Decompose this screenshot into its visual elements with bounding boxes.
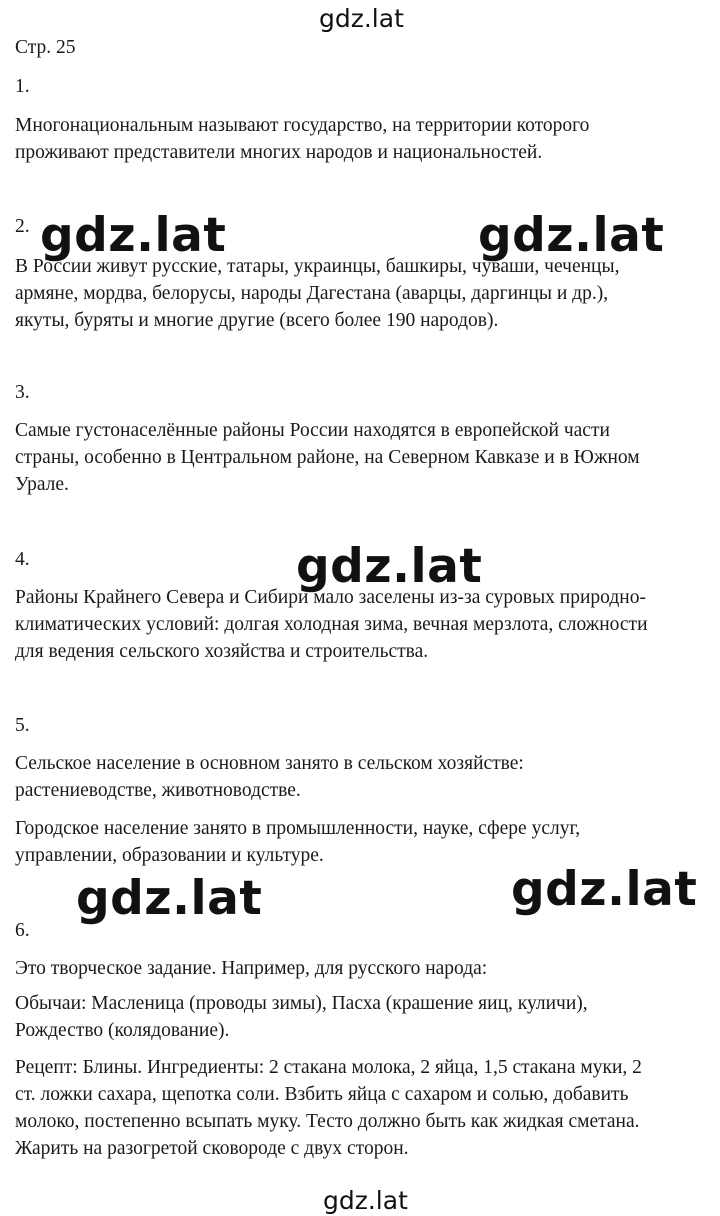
watermark-top: gdz.lat (319, 4, 404, 33)
task-1-paragraph-1: Многонациональным называют государство, на территории которого проживают представители многих народов и национальностей. (15, 115, 590, 163)
task-number-5: 5. (15, 715, 30, 736)
task-number-3: 3. (15, 382, 30, 403)
task-2-paragraph-1: В России живут русские, татары, украинцы, башкиры, чуваши, чеченцы, армяне, мордва, белорусы, народы Дагестана (аварцы, даргинцы и др.), якуты, буряты и многие другие (всего более 190 народов). (15, 256, 620, 331)
task-number-2: 2. (15, 216, 30, 237)
task-number-1: 1. (15, 76, 30, 97)
task-6-paragraph-3: Рецепт: Блины. Ингредиенты: 2 стакана молока, 2 яйца, 1,5 стакана муки, 2 ст. ложки сахара, щепотка соли. Взбить яйца с сахаром и солью, добавить молоко, постепенно всыпать муку. Тесто должно быть как жидкая сметана. Жарить на разогретой сковороде с двух сторон. (15, 1057, 642, 1159)
page-label: Стр. 25 (15, 37, 76, 58)
task-5-paragraph-1: Сельское население в основном занято в сельском хозяйстве: растениеводстве, животноводстве. (15, 753, 524, 801)
task-6-paragraph-1: Это творческое задание. Например, для русского народа: (15, 958, 488, 979)
watermark-right-2: gdz.lat (511, 862, 698, 917)
watermark-right-1: gdz.lat (478, 208, 665, 263)
task-3-paragraph-1: Самые густонаселённые районы России находятся в европейской части страны, особенно в Центральном районе, на Северном Кавказе и в Южном Урале. (15, 420, 640, 495)
watermark-left-1: gdz.lat (40, 208, 227, 263)
task-4-paragraph-1: Районы Крайнего Севера и Сибири мало заселены из-за суровых природно- климатических условий: долгая холодная зима, вечная мерзлота, сложности для ведения сельского хозяйства и строительства. (15, 587, 648, 662)
watermark-left-2: gdz.lat (76, 871, 263, 926)
task-number-6: 6. (15, 920, 30, 941)
watermark-center: gdz.lat (296, 539, 483, 594)
task-6-paragraph-2: Обычаи: Масленица (проводы зимы), Пасха (крашение яиц, куличи), Рождество (колядование). (15, 993, 588, 1041)
watermark-bottom: gdz.lat (323, 1186, 408, 1215)
task-5-paragraph-2: Городское население занято в промышленности, науке, сфере услуг, управлении, образовании и культуре. (15, 818, 581, 866)
task-number-4: 4. (15, 549, 30, 570)
